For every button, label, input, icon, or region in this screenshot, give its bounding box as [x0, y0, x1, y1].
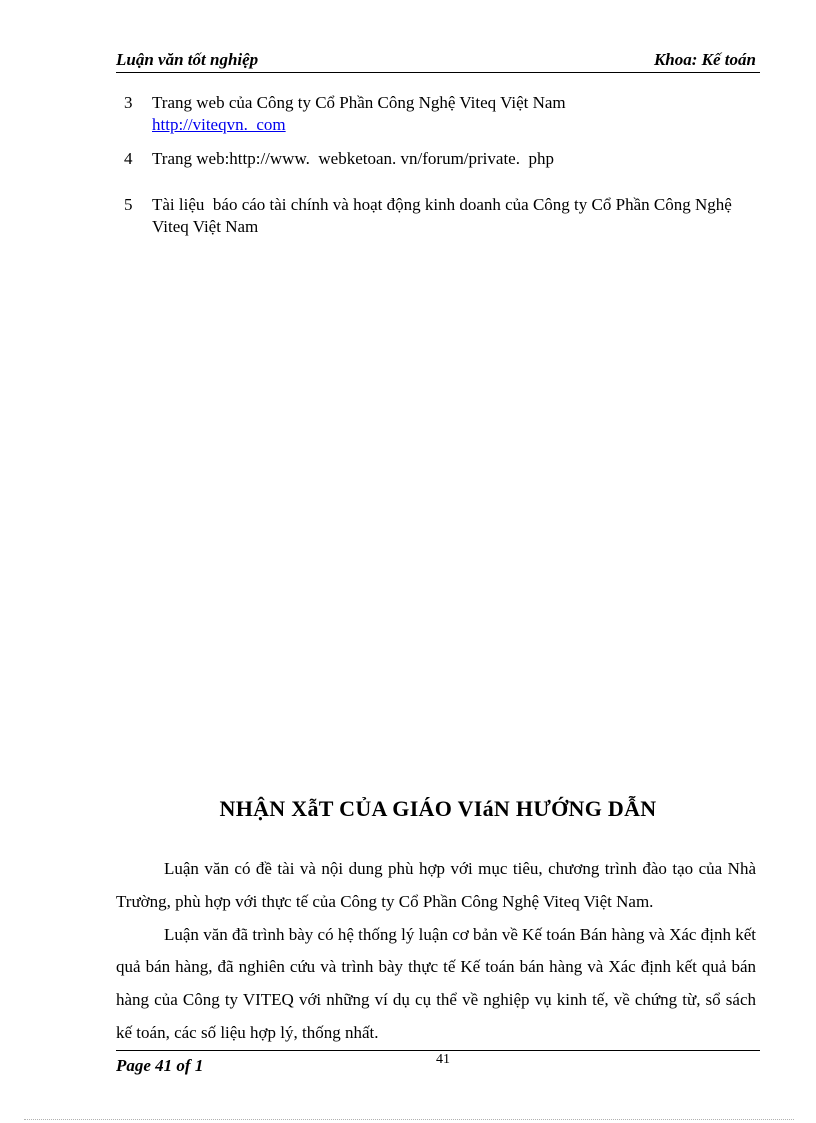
reference-number: 5 [124, 195, 133, 214]
reference-number: 3 [124, 93, 133, 112]
reference-item [124, 148, 744, 170]
section-title: NHẬN XẫT CỦA GIÁO VIáN HƯỚNG DẪN [219, 796, 657, 821]
body-text [116, 853, 756, 1050]
footer-page-label: Page 41 of 1 [116, 1056, 204, 1075]
reference-number: 4 [124, 149, 133, 168]
reference-text: Tài liệu báo cáo tài chính và hoạt động kinh doanh của Công ty Cổ Phần Công Nghệ Viteq Việt Nam [152, 195, 736, 236]
footer-divider [116, 1050, 760, 1051]
page-bottom-divider [24, 1119, 794, 1120]
reference-item [124, 92, 744, 136]
paragraph: Luận văn có đề tài và nội dung phù hợp với mục tiêu, chương trình đào tạo của Nhà Trường, phù hợp với thực tế của Công ty Cổ Phần Công Nghệ Viteq Việt Nam. [116, 859, 756, 911]
header-right-title: Khoa: Kế toán [653, 50, 756, 69]
page-header [116, 48, 760, 73]
header-left-title: Luận văn tốt nghiệp [116, 50, 259, 69]
paragraph: Luận văn đã trình bày có hệ thống lý luận cơ bản về Kế toán Bán hàng và Xác định kết quả bán hàng, đã nghiên cứu và trình bày thực tế Kế toán bán hàng và Xác định kết quả bán hàng của Công ty VITEQ với những ví dụ cụ thể về nghiệp vụ kinh tế, về chứng từ, sổ sách kế toán, các số liệu hợp lý, thống nhất. [116, 924, 756, 1042]
reference-text: Trang web của Công ty Cổ Phần Công Nghệ Viteq Việt Nam [152, 93, 566, 112]
reference-link[interactable]: http://viteqvn. com [152, 115, 286, 134]
reference-item [124, 194, 744, 238]
reference-text: Trang web:http://www. webketoan. vn/forum/private. php [152, 149, 554, 168]
page-number: 41 [436, 1052, 450, 1067]
reference-list [124, 92, 744, 238]
